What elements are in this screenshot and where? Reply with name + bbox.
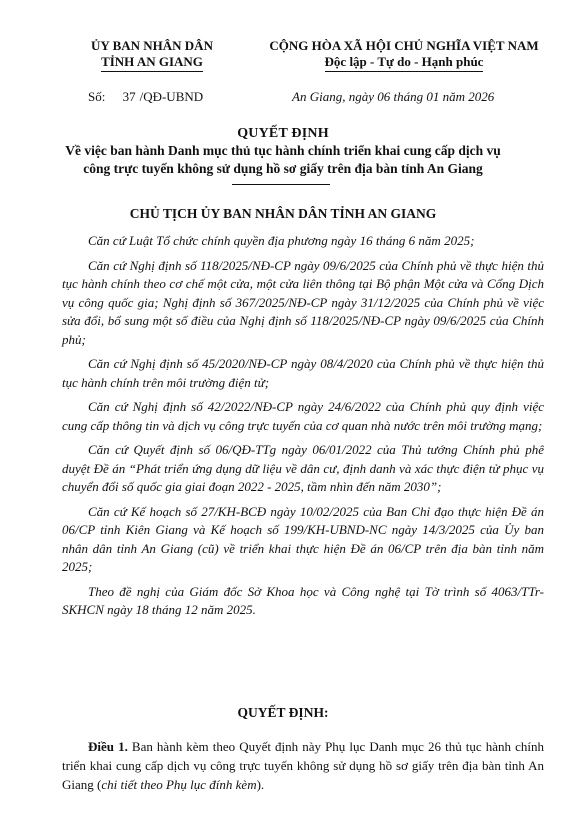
issuing-authority-line2-wrap: [62, 54, 242, 72]
legal-basis-paragraph: Căn cứ Luật Tổ chức chính quyền địa phương ngày 16 tháng 6 năm 2025;: [88, 233, 475, 248]
subtitle-line2: công trực tuyến không sử dụng hồ sơ giấy trên địa bàn tỉnh An Giang: [83, 161, 483, 176]
document-subtitle: [46, 142, 520, 178]
subtitle-divider: [232, 184, 330, 185]
document-date: An Giang, ngày 06 tháng 01 năm 2026: [292, 89, 495, 104]
document-number: [88, 89, 203, 105]
legal-basis-paragraph: Căn cứ Kế hoạch số 27/KH-BCĐ ngày 10/02/2025 của Ban Chỉ đạo thực hiện Đề án 06/CP tỉnh Kiên Giang và Kế hoạch số 199/KH-UBND-NC ngày 14/3/2025 của Ủy ban nhân dân tỉnh An Giang (cũ) về triển khai thực hiện Đề án 06/CP trên địa bàn tỉnh năm 2025;: [62, 503, 544, 574]
decision-heading: QUYẾT ĐỊNH:: [237, 705, 329, 720]
document-title: QUYẾT ĐỊNH: [237, 126, 329, 141]
legal-basis-paragraph: Căn cứ Nghị định số 118/2025/NĐ-CP ngày 09/6/2025 của Chính phủ về thực hiện thủ tục hành chính theo cơ chế một cửa, một cửa liên thông tại Bộ phận Một cửa và Cổng Dịch vụ công quốc gia; Nghị định số 367/2025/NĐ-CP ngày 31/12/2025 của Chính phủ về việc sửa đổi, bổ sung một số điều của Nghị định số 118/2025/NĐ-CP ngày 09/6/2025 của Chính phủ;: [62, 257, 544, 347]
article-1-label: Điều 1.: [88, 739, 128, 754]
legal-basis-paragraph: Căn cứ Nghị định số 42/2022/NĐ-CP ngày 24/6/2022 của Chính phủ quy định việc cung cấp thông tin và dịch vụ công trực tuyến của cơ quan nhà nước trên môi trường mạng;: [62, 399, 544, 433]
article-1-closing: ).: [256, 777, 265, 792]
legal-basis-paragraph: Căn cứ Quyết định số 06/QĐ-TTg ngày 06/01/2022 của Thủ tướng Chính phủ phê duyệt Đề án “Phát triển ứng dụng dữ liệu về dân cư, định danh và xác thực điện tử phục vụ chuyển đổi số quốc gia giai đoạn 2022 - 2025, tầm nhìn đến năm 2030”;: [62, 442, 544, 494]
proposal-paragraph: Theo đề nghị của Giám đốc Sở Khoa học và Công nghệ tại Tờ trình số 4063/TTr-SKHCN ngày 18 tháng 12 năm 2025.: [62, 583, 544, 617]
issuing-authority-line2: TỈNH AN GIANG: [101, 54, 203, 72]
article-1: [62, 737, 544, 794]
document-number-value: 37: [122, 89, 136, 104]
document-number-prefix: Số:: [88, 89, 106, 104]
authority-heading: CHỦ TỊCH ỦY BAN NHÂN DÂN TỈNH AN GIANG: [129, 206, 437, 221]
article-1-note: chi tiết theo Phụ lục đính kèm: [101, 777, 257, 792]
legal-basis-paragraph: Căn cứ Nghị định số 45/2020/NĐ-CP ngày 08/4/2020 của Chính phủ về thực hiện thủ tục hành chính trên môi trường điện tử;: [62, 356, 544, 390]
document-number-suffix: /QĐ-UBND: [139, 89, 204, 104]
issuing-authority-header: [62, 38, 242, 72]
subtitle-line1: Về việc ban hành Danh mục thủ tục hành chính triển khai cung cấp dịch vụ: [65, 143, 501, 158]
article-1-text: Ban hành kèm theo Quyết định này Phụ lục Danh mục 26 thủ tục hành chính triển khai cung cấp dịch vụ công trực tuyến không sử dụng hồ sơ giấy trên địa bàn tỉnh An Giang (: [62, 739, 544, 792]
national-motto: Độc lập - Tự do - Hạnh phúc: [325, 54, 484, 72]
national-header: [258, 38, 550, 72]
national-motto-wrap: [258, 54, 550, 72]
legal-basis-section: [62, 232, 544, 626]
issuing-authority-line1: ỦY BAN NHÂN DÂN: [91, 38, 213, 53]
national-title: CỘNG HÒA XÃ HỘI CHỦ NGHĨA VIỆT NAM: [269, 38, 539, 53]
